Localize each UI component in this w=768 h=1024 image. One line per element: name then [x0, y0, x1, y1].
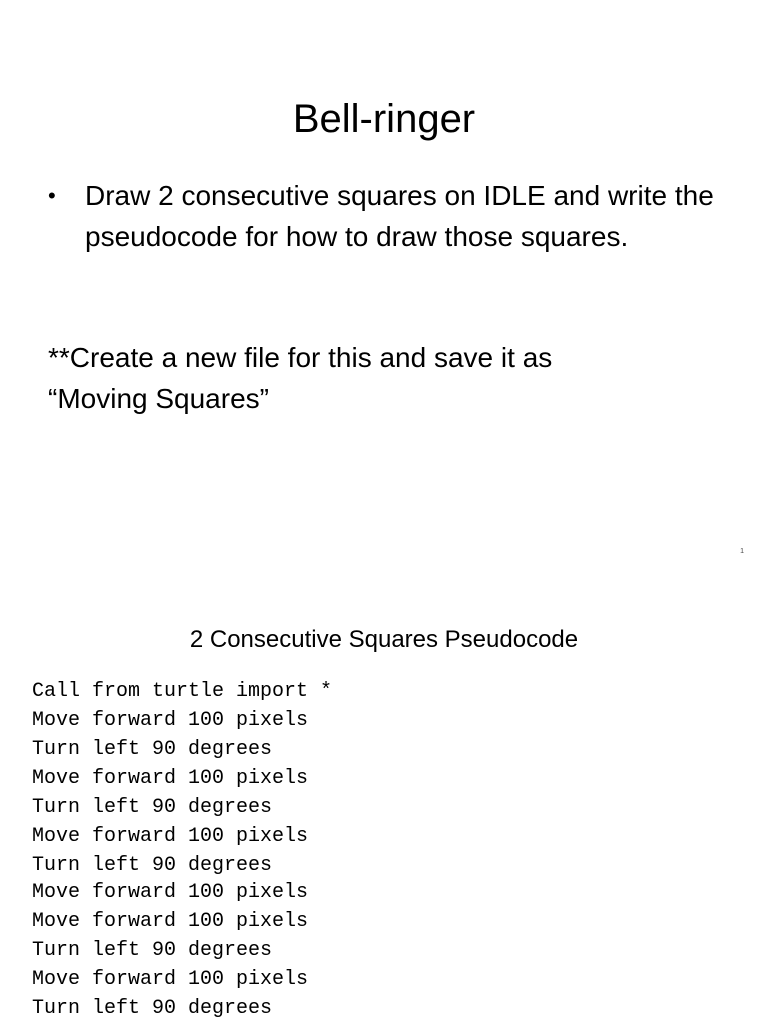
- slide-title: Bell-ringer: [292, 97, 476, 141]
- pseudocode-block: [32, 678, 332, 1022]
- code-line: Turn left 90 degrees: [32, 796, 273, 819]
- bullet-icon: •: [48, 183, 56, 208]
- code-line: Move forward 100 pixels: [32, 881, 309, 904]
- bullet-text: Draw 2 consecutive squares on IDLE and write the pseudocode for how to draw those squares.: [85, 180, 714, 252]
- slide-pseudocode: [0, 576, 768, 1024]
- instruction-note-line: **Create a new file for this and save it as: [48, 342, 553, 373]
- instruction-note: [48, 337, 728, 419]
- code-line: Call from turtle import *: [32, 680, 333, 703]
- instruction-note-line: “Moving Squares”: [48, 383, 269, 414]
- slide-title: 2 Consecutive Squares Pseudocode: [189, 626, 579, 653]
- code-line: Turn left 90 degrees: [32, 997, 273, 1020]
- code-line: Move forward 100 pixels: [32, 709, 309, 732]
- code-line: Move forward 100 pixels: [32, 968, 309, 991]
- code-line: Move forward 100 pixels: [32, 825, 309, 848]
- code-line: Turn left 90 degrees: [32, 738, 273, 761]
- slide-number: 1: [740, 548, 744, 555]
- bullet-item: [48, 175, 738, 257]
- code-line: Turn left 90 degrees: [32, 854, 273, 877]
- code-line: Turn left 90 degrees: [32, 939, 273, 962]
- code-line: Move forward 100 pixels: [32, 910, 309, 933]
- code-line: Move forward 100 pixels: [32, 767, 309, 790]
